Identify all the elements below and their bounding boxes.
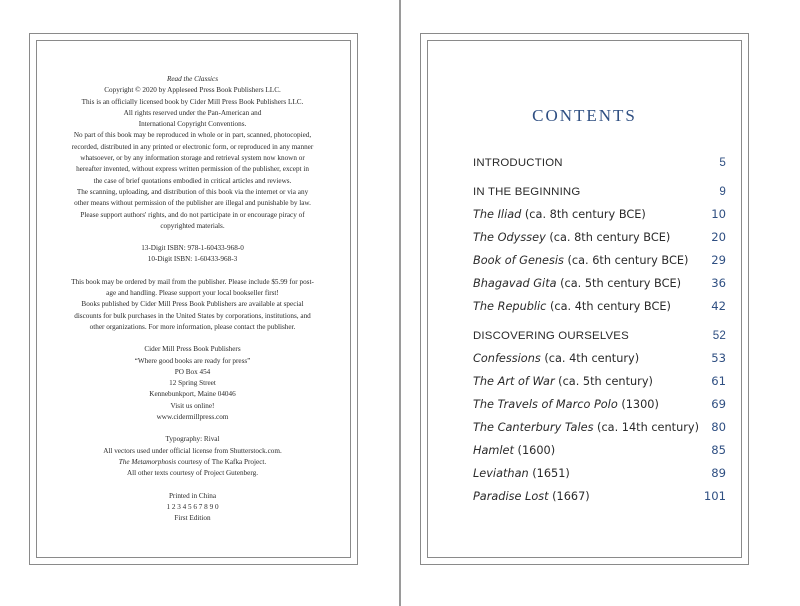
toc-entry-title: The Iliad — [473, 208, 522, 221]
copyright-line: hereafter invented, without express written permission of the publisher, except in — [76, 165, 309, 174]
toc-entry-text — [473, 272, 681, 295]
toc-entry-date: (ca. 4th century) — [540, 352, 640, 365]
other-texts-credit: All other texts courtesy of Project Gutenberg. — [126, 469, 258, 478]
metamorphosis-title: The Metamorphosis — [118, 457, 177, 466]
metamorphosis-credit-rest: courtesy of The Kafka Project. — [176, 457, 267, 466]
ordering-line: This book may be ordered by mail from the publisher. Please include $5.99 for post- — [71, 277, 314, 286]
toc-entry[interactable] — [473, 203, 726, 226]
toc-page-number: 80 — [711, 420, 726, 434]
address-line: 12 Spring Street — [169, 379, 216, 388]
toc-entry[interactable] — [473, 416, 726, 439]
toc-entry-date: (ca. 14th century) — [593, 421, 699, 434]
toc-entry[interactable] — [473, 370, 726, 393]
toc-entry-title: Paradise Lost — [473, 490, 549, 503]
address-line: Kennebunkport, Maine 04046 — [149, 390, 236, 399]
copyright-notice — [50, 85, 335, 232]
toc-page-number: 89 — [711, 466, 726, 480]
vectors-credit: All vectors used under official license from Shutterstock.com. — [103, 446, 282, 455]
toc-page-number: 52 — [712, 329, 726, 342]
toc-entry-text — [473, 416, 699, 439]
copyright-text — [50, 74, 335, 524]
toc-entry-text — [473, 203, 646, 226]
address-line: www.cidermillpress.com — [156, 413, 229, 422]
toc-page-number: 36 — [711, 276, 726, 290]
address-line: Cider Mill Press Book Publishers — [144, 345, 241, 354]
copyright-line: whatsoever, or by any information storage and retrieval system now known or — [80, 154, 305, 163]
toc-sections — [473, 174, 726, 508]
copyright-line: other means without permission of the publisher are illegal and punishable by law. — [74, 199, 311, 208]
table-of-contents — [473, 151, 726, 508]
isbn-line: 10-Digit ISBN: 1-60433-968-3 — [147, 255, 238, 264]
toc-entry-title: Confessions — [473, 352, 541, 365]
toc-entry-title: Book of Genesis — [473, 254, 564, 267]
copyright-line: Copyright © 2020 by Appleseed Press Book Publishers LLC. — [104, 86, 281, 95]
toc-entry-text — [473, 249, 688, 272]
toc-page-number: 20 — [711, 230, 726, 244]
toc-entry[interactable] — [473, 272, 726, 295]
toc-entry-text — [473, 462, 570, 485]
copyright-line: The scanning, uploading, and distribution of this book via the internet or via any — [76, 187, 309, 196]
toc-entry[interactable] — [473, 226, 726, 249]
toc-entry-date: (1300) — [617, 398, 659, 411]
toc-entry-date: (1667) — [548, 490, 590, 503]
toc-intro-label: INTRODUCTION — [473, 157, 563, 169]
toc-entry-title: Hamlet — [473, 444, 514, 457]
ordering-line: discounts for bulk purchases in the United States by corporations, institutions, and — [74, 311, 311, 320]
address-line: “Where good books are ready for press” — [134, 356, 251, 365]
copyright-line: the case of brief quotations embodied in critical articles and reviews. — [93, 176, 292, 185]
toc-entry-text — [473, 393, 659, 416]
edition: First Edition — [174, 514, 211, 523]
publisher-address — [50, 344, 335, 423]
toc-entry[interactable] — [473, 462, 726, 485]
toc-entry-date: (ca. 4th century BCE) — [546, 300, 671, 313]
copyright-line: International Copyright Conventions. — [138, 120, 247, 129]
toc-entry-text — [473, 485, 590, 508]
isbn-block — [50, 243, 335, 266]
toc-entry-title: Bhagavad Gita — [473, 277, 557, 290]
toc-entry-title: The Travels of Marco Polo — [473, 398, 618, 411]
toc-intro[interactable] — [473, 151, 726, 174]
toc-page-number: 53 — [711, 351, 726, 365]
metamorphosis-credit — [50, 457, 335, 468]
typography-credit: Typography: Rival — [165, 435, 220, 444]
toc-entry-title: The Republic — [473, 300, 547, 313]
toc-section-label: DISCOVERING OURSELVES — [473, 330, 629, 342]
ordering-line: age and handling. Please support your local bookseller first! — [106, 289, 279, 298]
toc-page-number: 85 — [711, 443, 726, 457]
copyright-line: No part of this book may be reproduced in whole or in part, scanned, photocopied, — [73, 131, 312, 140]
isbn-line: 13-Digit ISBN: 978-1-60433-968-0 — [141, 244, 244, 253]
toc-entry[interactable] — [473, 393, 726, 416]
toc-section-heading[interactable] — [473, 324, 726, 347]
toc-page-number: 101 — [703, 489, 726, 503]
address-line: Visit us online! — [170, 401, 215, 410]
toc-entry-title: The Art of War — [473, 375, 555, 388]
toc-entry[interactable] — [473, 295, 726, 318]
ordering-line: other organizations. For more information, please contact the publisher. — [89, 322, 296, 331]
toc-page-number: 10 — [711, 207, 726, 221]
toc-entry-title: The Odyssey — [473, 231, 546, 244]
toc-entry-date: (1600) — [513, 444, 556, 457]
toc-entry-date: (1651) — [528, 467, 570, 480]
toc-entry-title: The Canterbury Tales — [473, 421, 594, 434]
toc-entry-text — [473, 439, 555, 462]
copyright-line: All rights reserved under the Pan-American and — [123, 108, 262, 117]
toc-entry-date: (ca. 6th century BCE) — [563, 254, 689, 267]
toc-page-number: 42 — [711, 299, 726, 313]
toc-entry-text — [473, 226, 670, 249]
print-line: 1 2 3 4 5 6 7 8 9 0 — [166, 502, 219, 511]
toc-entry-text — [473, 295, 671, 318]
copyright-line: Please support authors' rights, and do not participate in or encourage piracy of — [80, 210, 305, 219]
toc-page-number: 5 — [719, 156, 726, 169]
toc-entry-date: (ca. 8th century BCE) — [521, 208, 646, 221]
series-title: Read the Classics — [166, 75, 219, 83]
contents-page — [401, 0, 800, 606]
toc-entry-text — [473, 347, 639, 370]
toc-entry[interactable] — [473, 249, 726, 272]
toc-entry[interactable] — [473, 485, 726, 508]
toc-page-number: 69 — [711, 397, 726, 411]
toc-page-number: 61 — [711, 374, 726, 388]
copyright-line: This is an officially licensed book by Cider Mill Press Book Publishers LLC. — [81, 97, 304, 106]
copyright-line: recorded, distributed in any printed or electronic form, or reproduced in any manner — [71, 142, 314, 151]
toc-section-label: IN THE BEGINNING — [473, 186, 581, 198]
toc-entry-date: (ca. 5th century BCE) — [556, 277, 682, 290]
copyright-page — [0, 0, 399, 606]
toc-entry-title: Leviathan — [473, 467, 529, 480]
toc-section-heading[interactable] — [473, 180, 726, 203]
toc-entry-date: (ca. 5th century) — [554, 375, 653, 388]
toc-entry-date: (ca. 8th century BCE) — [545, 231, 671, 244]
toc-entry[interactable] — [473, 439, 726, 462]
ordering-info — [50, 277, 335, 333]
toc-page-number: 29 — [711, 253, 726, 267]
ordering-line: Books published by Cider Mill Press Book Publishers are available at special — [81, 300, 304, 309]
copyright-line: copyrighted materials. — [160, 221, 225, 230]
contents-title: CONTENTS — [532, 106, 637, 125]
toc-entry-text — [473, 370, 653, 393]
address-line: PO Box 454 — [174, 367, 211, 376]
toc-entry[interactable] — [473, 347, 726, 370]
printed-in: Printed in China — [168, 491, 217, 500]
toc-page-number: 9 — [719, 185, 726, 198]
